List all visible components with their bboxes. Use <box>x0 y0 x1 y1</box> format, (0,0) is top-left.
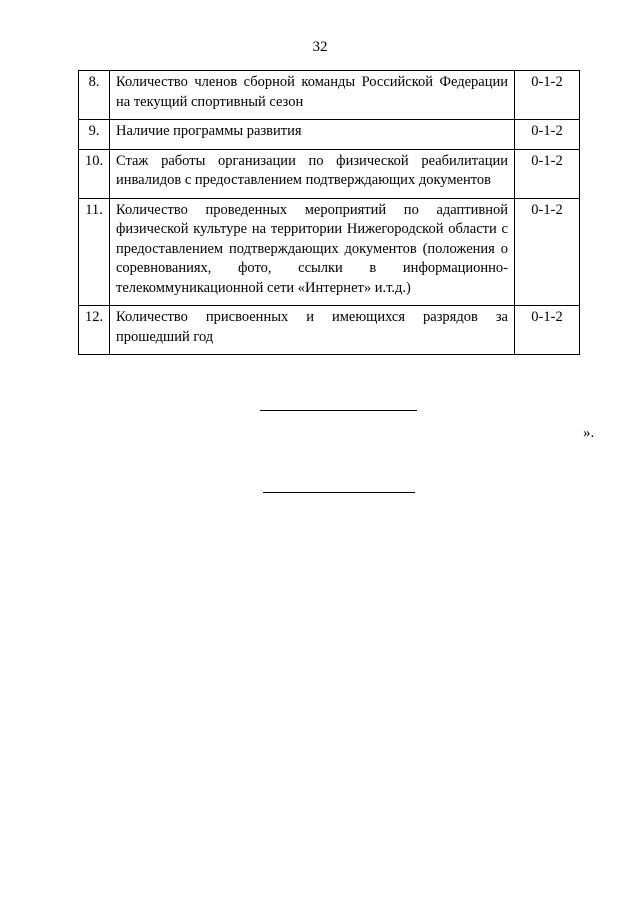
score-range: 0-1-2 <box>515 198 580 306</box>
table-row <box>79 71 580 120</box>
closing-quote-mark: ». <box>583 425 595 441</box>
table-row <box>79 120 580 150</box>
table-row <box>79 198 580 306</box>
score-range: 0-1-2 <box>515 306 580 355</box>
criterion-text: Наличие программы развития <box>110 120 515 150</box>
row-number: 12. <box>79 306 110 355</box>
row-number: 11. <box>79 198 110 306</box>
row-number: 10. <box>79 149 110 198</box>
separator-line <box>263 492 415 493</box>
score-range: 0-1-2 <box>515 120 580 150</box>
criterion-text: Стаж работы организации по физической реабилитации инвалидов с предоставлением подтверждающих документов <box>110 149 515 198</box>
row-number: 9. <box>79 120 110 150</box>
separator-line <box>260 410 417 411</box>
criterion-text: Количество членов сборной команды Российской Федерации на текущий спортивный сезон <box>110 71 515 120</box>
score-range: 0-1-2 <box>515 149 580 198</box>
page-number: 32 <box>312 39 328 55</box>
criterion-text: Количество присвоенных и имеющихся разрядов за прошедший год <box>110 306 515 355</box>
criterion-text: Количество проведенных мероприятий по адаптивной физической культуре на территории Нижегородской области с предоставлением подтверждающих документов (положения о соревнованиях, фото, ссылки в информационно-телекоммуникационной сети «Интернет» и.т.д.) <box>110 198 515 306</box>
score-range: 0-1-2 <box>515 71 580 120</box>
table-row <box>79 306 580 355</box>
criteria-table <box>78 70 580 355</box>
row-number: 8. <box>79 71 110 120</box>
table-row <box>79 149 580 198</box>
